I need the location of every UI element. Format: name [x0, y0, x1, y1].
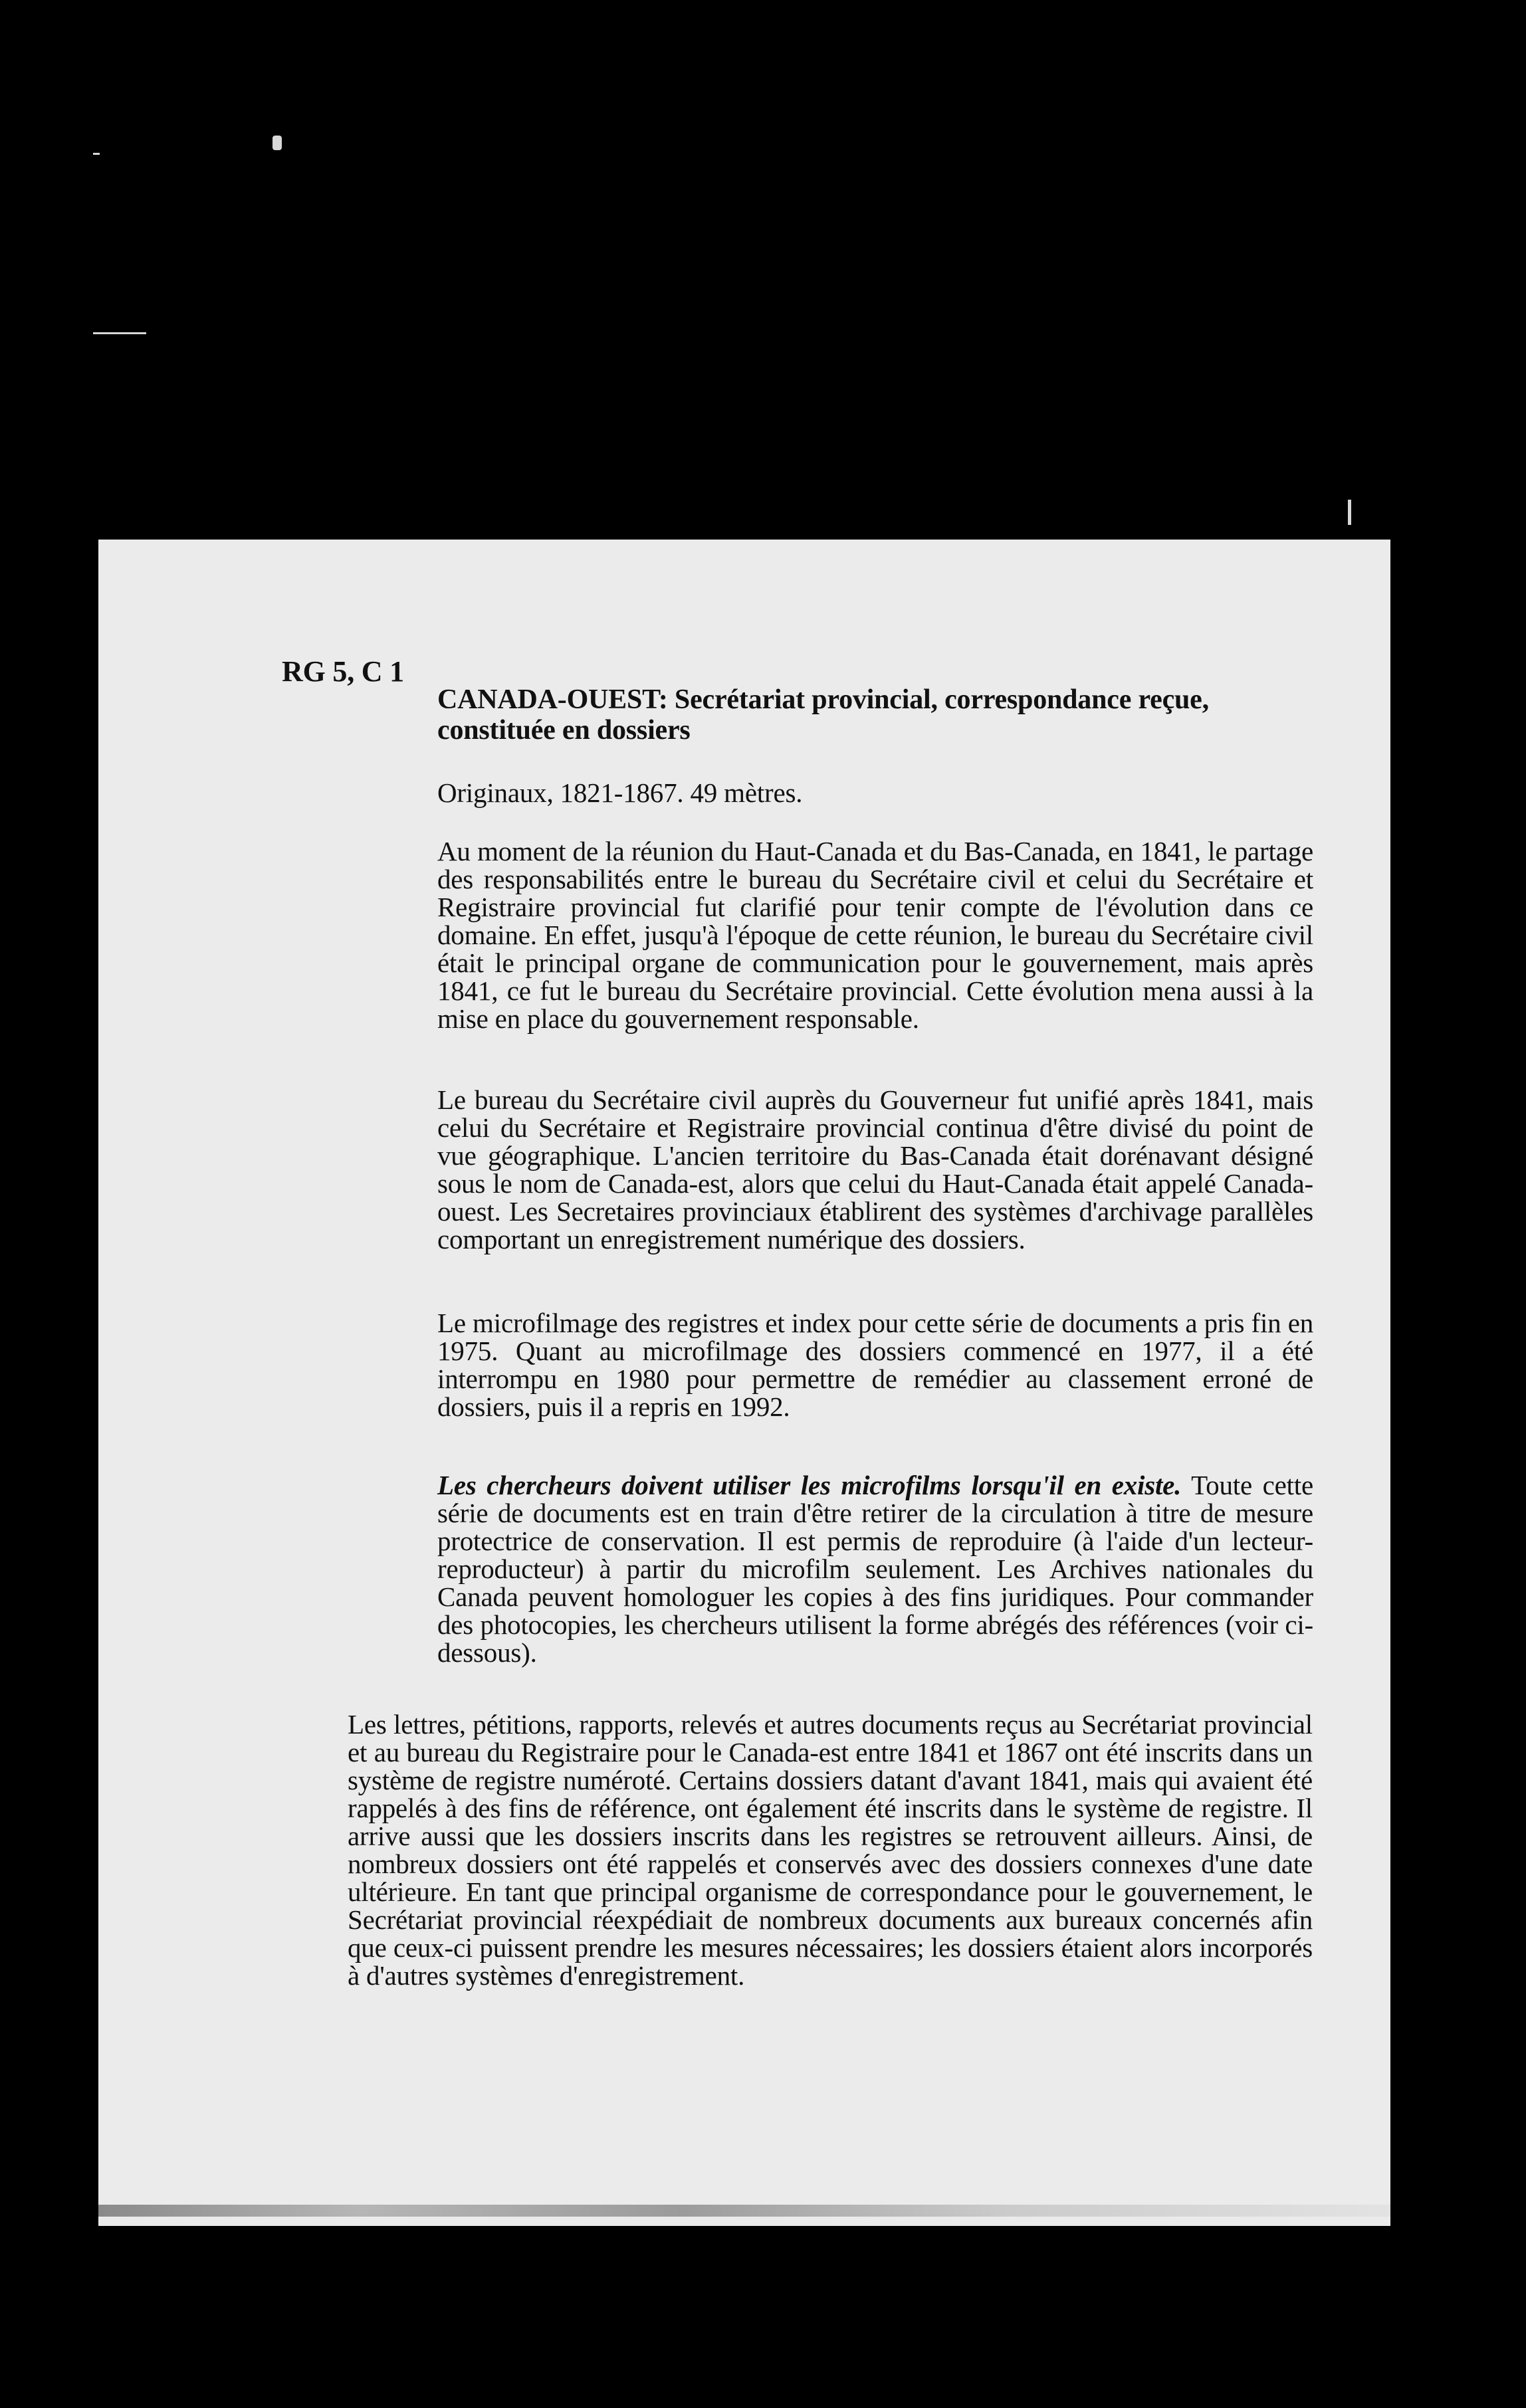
scan-speck [1348, 500, 1351, 525]
paragraph-reunion: Au moment de la réunion du Haut-Canada et du Bas-Canada, en 1841, le partage des responsabilités entre le bureau du Secrétaire civil et celui du Secrétaire et Registraire provincial fut clarifié pour tenir compte de l'évolution dans ce domaine. En effet, jusqu'à l'époque de cette réunion, le bureau du Secrétaire civil était le principal organe de communication pour le gouvernement, mais après 1841, ce fut le bureau du Secrétaire provincial. Cette évolution mena aussi à la mise en place du gouvernement responsable. [437, 836, 1313, 1034]
paragraph-bureau: Le bureau du Secrétaire civil auprès du Gouverneur fut unifié après 1841, mais celui du Secrétaire et Registraire provincial continua d'être divisé du point de vue géographique. L'ancien territoire du Bas-Canada était dorénavant désigné sous le nom de Canada-est, alors que celui du Haut-Canada était appelé Canada-ouest. Les Secretaires provinciaux établirent des systèmes d'archivage parallèles comportant un enregistrement numérique des dossiers. [437, 1084, 1313, 1254]
researchers-text: Toute cette série de documents est en train d'être retirer de la circulation à titre de mesure protectrice de conservation. Il est permis de reproduire (à l'aide d'un lecteur-reproducteur) à partir du microfilm seulement. Les Archives nationales du Canada peuvent homologuer les copies à des fins juridiques. Pour commander des photocopies, les chercheurs utilisent la forme abrégés des références (voir ci-dessous). [437, 1470, 1313, 1668]
page-bottom-edge [98, 2205, 1390, 2217]
paragraph-researchers [437, 1471, 1313, 1666]
scanned-page [98, 540, 1390, 2226]
researchers-emphasis: Les chercheurs doivent utiliser les microfilms lorsqu'il en existe. [437, 1470, 1182, 1500]
archive-reference: RG 5, C 1 [282, 655, 404, 688]
scan-speck [93, 153, 100, 155]
scan-speck [272, 136, 282, 150]
paragraph-microfilmage: Le microfilmage des registres et index pour cette série de documents a pris fin en 1975. Quant au microfilmage des dossiers commencé en 1977, il a été interrompu en 1980 pour permettre de remédier au classement erroné de dossiers, puis il a repris en 1992. [437, 1308, 1313, 1422]
scan-speck [93, 332, 146, 334]
paragraph-registry: Les lettres, pétitions, rapports, relevés et autres documents reçus au Secrétariat provincial et au bureau du Registraire pour le Canada-est entre 1841 et 1867 ont été inscrits dans un système de registre numéroté. Certains dossiers datant d'avant 1841, mais qui avaient été rappelés à des fins de référence, ont également été inscrits dans le système de registre. Il arrive aussi que les dossiers inscrits dans les registres se retrouvent ailleurs. Ainsi, de nombreux dossiers ont été rappelés et conservés avec des dossiers connexes d'une date ultérieure. En tant que principal organisme de correspondance pour le gouvernement, le Secrétariat provincial réexpédiait de nombreux documents aux bureaux concernés afin que ceux-ci puissent prendre les mesures nécessaires; les dossiers étaient alors incorporés à d'autres systèmes d'enregistrement. [348, 1709, 1313, 1991]
originals-extent: Originaux, 1821-1867. 49 mètres. [437, 777, 803, 808]
document-title: CANADA-OUEST: Secrétariat provincial, correspondance reçue, constituée en dossiers [437, 684, 1209, 746]
